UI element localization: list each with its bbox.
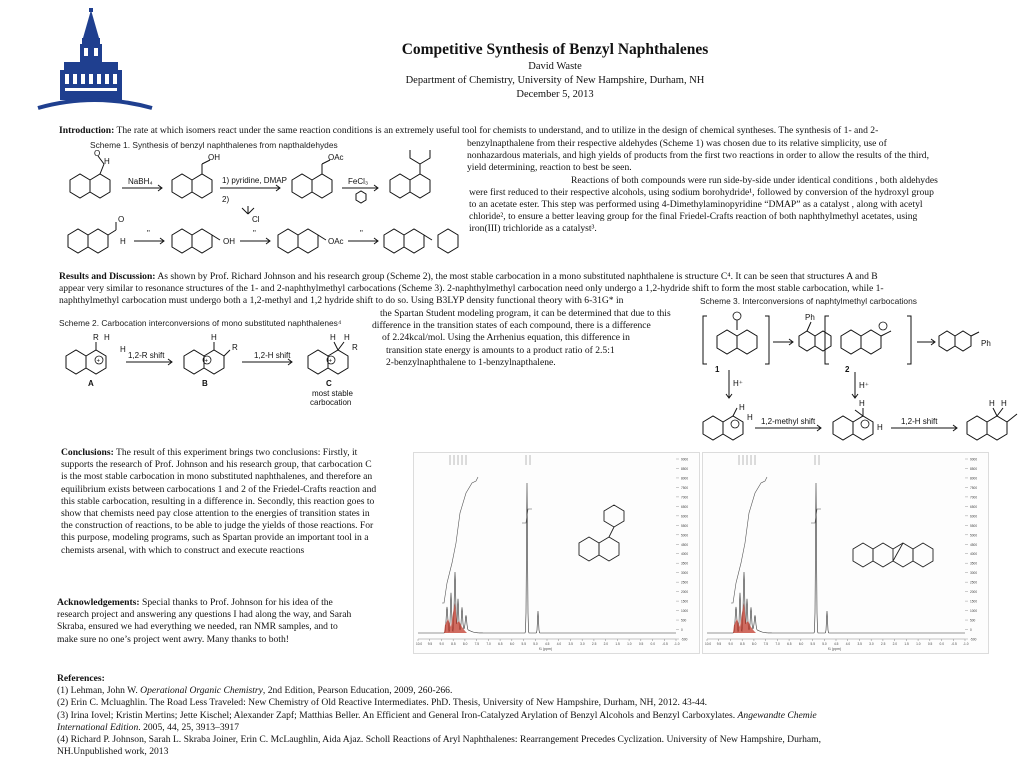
scheme2-carbocation: carbocation (310, 398, 352, 407)
reference-3-journal-cont: International Edition (57, 721, 139, 733)
nmr-trace (707, 483, 965, 633)
results-line: 2-benzylnaphthalene to 1-benzylnapthalene. (386, 356, 556, 368)
nmr-x-tick-label: 0.0 (650, 642, 655, 646)
introduction-text: The rate at which isomers react under the same reaction conditions is an extremely useful tool for chemists to understand, and to utilize in the design of chemical syntheses. The synthesis of 1- and 2- (116, 125, 879, 136)
nmr-x-tick-label: 1.0 (627, 642, 632, 646)
nmr-molecule-structure (853, 543, 933, 567)
scheme2-r-label-a: R (93, 333, 99, 342)
nmr-y-tick-label: 6500 (681, 504, 689, 509)
nmr-x-tick-label: 10.0 (705, 642, 712, 646)
nmr-y-tick-label: 1500 (681, 599, 689, 604)
scheme3-h-label-3b: H (1001, 399, 1007, 408)
nmr-y-tick-label: 3000 (970, 571, 978, 576)
nmr-x-tick-label: 0.0 (939, 642, 944, 646)
intro-line: to an acetate ester. This step was performed using 4-Dimethylaminopyridine “DMAP” as a catalyst , along with acetyl (469, 199, 923, 211)
reference-3 (57, 710, 997, 722)
results-line: the Spartan Student modeling program, it can be determined that due to this (380, 308, 671, 319)
nmr-y-tick-label: 6000 (681, 514, 689, 519)
nmr-y-tick-label: 1500 (970, 599, 978, 604)
nmr-integration-curve (442, 477, 478, 603)
nmr-x-tick-label: 4.5 (545, 642, 550, 646)
nmr-x-tick-label: 3.5 (568, 642, 573, 646)
nmr-x-tick-label: 6.0 (509, 642, 515, 646)
nmr-x-tick-label: 4.5 (834, 642, 839, 646)
scheme2-shift-1: 1,2-R shift (128, 351, 165, 360)
nmr-x-tick-label: 9.5 (427, 642, 433, 646)
nmr-x-tick-label: -1.0 (674, 642, 680, 646)
nmr-y-tick-label: 9000 (681, 457, 689, 462)
nmr-x-axis-label: f1 (ppm) (828, 647, 842, 651)
reference-4-cont: NH.Unpublished work, 2013 (57, 746, 169, 758)
scheme2-h-label-c2: H (344, 333, 350, 342)
conclusions-text: The result of this experiment brings two conclusions: Firstly, it (116, 447, 358, 458)
scheme1-caption: Scheme 1. Synthesis of benzyl naphthalenes from napthaldehydes (90, 140, 338, 150)
reference-3-details: . 2005, 44, 25, 3913–3917 (138, 721, 240, 733)
nmr-y-tick-label: 1000 (970, 609, 978, 614)
nmr-molecule-structure (579, 505, 624, 561)
nmr-y-tick-label: 2500 (970, 580, 978, 585)
reference-3-text: (3) Irina Iovel; Kristin Mertins; Jette Kischel; Alexander Zapf; Matthias Beller. An Efficient and General Iron-Catalyzed Arylation of Benzyl Alcohols and Benzyl Carboxylates. (57, 709, 738, 721)
nmr-x-tick-label: 5.5 (521, 642, 526, 646)
nmr-y-tick-label: 6500 (970, 504, 978, 509)
scheme1-reagent-fecl3: FeCl₃ (348, 177, 369, 186)
scheme2-r-label-b: R (232, 343, 238, 352)
nmr-y-tick-label: 500 (970, 618, 976, 623)
scheme2-label-c: C (326, 379, 332, 388)
nmr-y-tick-label: 4500 (970, 542, 978, 547)
nmr-x-tick-label: 6.0 (798, 642, 804, 646)
nmr-y-tick-label: 4000 (681, 552, 689, 557)
results-line: transition state energy is amounts to a product ratio of 2.5:1 (386, 344, 615, 356)
nmr-y-tick-label: 9000 (970, 457, 978, 462)
reference-1-details: , 2nd Edition, Pearson Education, 2009, 260-266. (262, 685, 453, 697)
nmr-y-tick-label: 8000 (681, 476, 689, 481)
nmr-x-tick-label: 8.0 (751, 642, 757, 646)
nmr-y-tick-label: 7000 (681, 495, 689, 500)
nmr-y-tick-label: 3500 (970, 561, 978, 566)
nmr-x-tick-label: 9.0 (439, 642, 444, 646)
ack-line: Skraba, ensured we had everything we needed, ran NMR samples, and to (57, 621, 338, 633)
scheme1-reagent-nabh4: NaBH₄ (128, 177, 153, 186)
scheme3-h-label-2b: H (877, 423, 883, 432)
conclusions-heading: Conclusions: (61, 447, 114, 458)
reference-2: (2) Erin C. Mcluaghlin. The Road Less Traveled: New Chemistry of Old Reactive Intermediates. PhD. Thesis, University of New Hampshire, Durham, NH, 2012. 43-44. (57, 697, 708, 709)
scheme3-h-label-1: H (739, 403, 745, 412)
scheme1-oh-label: OH (208, 153, 220, 162)
ack-line: make sure no one’s project went awry. Many thanks to both! (57, 633, 289, 645)
results-line: naphthylmethyl carbocation must undergo both a 1,2-methyl and 1,2 hydride shift to do so. Using B3LYP density functional theory with 6-31G* in (59, 295, 624, 307)
acknowledgements-section (57, 597, 397, 646)
scheme3-ph-label-1: Ph (805, 313, 815, 322)
scheme1-oac-label: OAc (328, 153, 344, 162)
conclusions-line: is the most stable carbocation in mono substituted naphthalenes, and therefore an (61, 471, 373, 483)
scheme1-quote: " (147, 229, 150, 238)
nmr-x-tick-label: 2.5 (880, 642, 886, 646)
scheme3-methyl-shift: 1,2-methyl shift (761, 417, 816, 426)
nmr-y-tick-label: 5000 (970, 533, 978, 538)
conclusions-line: equilibrium exists between carbocations 1 and 2 of the Friedel-Crafts reaction and (61, 483, 377, 495)
results-line: of 2.24kcal/mol. Using the Arrhenius equation, this difference in (382, 332, 630, 344)
ack-line (57, 597, 397, 609)
scheme2-shift-2: 1,2-H shift (254, 351, 291, 360)
results-line (59, 271, 999, 283)
nmr-x-tick-label: 7.5 (763, 642, 769, 646)
scheme3-hydride-shift: 1,2-H shift (901, 417, 938, 426)
nmr-x-tick-label: -1.0 (963, 642, 969, 646)
nmr-y-tick-label: 2000 (970, 590, 978, 595)
intro-line: yield determining, reaction to best be seen. (467, 162, 632, 174)
nmr-y-tick-label: 7500 (681, 485, 689, 490)
nmr-x-tick-label: 2.0 (892, 642, 898, 646)
author-name: David Waste (528, 61, 582, 72)
nmr-x-tick-label: 5.0 (533, 642, 538, 646)
scheme3-h-label-3: H (989, 399, 995, 408)
nmr-y-tick-label: 8000 (970, 476, 978, 481)
nmr-integration-curve (731, 477, 767, 603)
nmr-x-tick-label: -0.5 (662, 642, 668, 646)
conclusions-line (61, 447, 411, 459)
nmr-x-tick-label: 8.5 (740, 642, 745, 646)
nmr-y-tick-label: 5500 (681, 523, 689, 528)
scheme3-ph-label-2: Ph (981, 339, 991, 348)
reference-3-journal: Angewandte Chemie (737, 709, 817, 721)
nmr-x-tick-label: 3.5 (857, 642, 862, 646)
nmr-x-tick-label: 7.0 (486, 642, 491, 646)
scheme1-o-label: O (94, 150, 101, 158)
scheme2-figure (60, 330, 380, 410)
nmr-x-tick-label: 6.5 (498, 642, 503, 646)
intro-line: Reactions of both compounds were run side-by-side under identical conditions , both aldehydes (571, 174, 938, 186)
conclusions-line: chemists arsenal, with which to construct and execute reactions (61, 544, 305, 556)
references-section (57, 673, 997, 758)
nmr-y-tick-label: 5000 (681, 533, 689, 538)
scheme3-label-1: 1 (715, 365, 720, 374)
nmr-x-axis-label: f1 (ppm) (539, 647, 553, 651)
scheme1-oac-label-2: OAc (328, 237, 344, 246)
acknowledgements-heading: Acknowledgements: (57, 597, 140, 608)
nmr-x-tick-label: 7.5 (474, 642, 480, 646)
university-logo (36, 8, 154, 112)
reference-1-title: Operational Organic Chemistry (140, 685, 263, 697)
references-heading: References: (57, 673, 105, 684)
nmr-y-tick-label: 6000 (970, 514, 978, 519)
reference-1-authors: (1) Lehman, John W. (57, 685, 141, 697)
nmr-y-tick-label: 3000 (681, 571, 689, 576)
nmr-x-tick-label: 3.0 (580, 642, 585, 646)
nmr-x-tick-label: 2.0 (603, 642, 609, 646)
intro-line: were first reduced to their respective alcohols, using sodium borohydride¹, followed by conversion of the hydroxyl group (469, 186, 934, 198)
scheme2-plus-c: + (328, 358, 333, 365)
scheme2-caption: Scheme 2. Carbocation interconversions of mono substituted naphthalenes⁴ (59, 318, 342, 328)
scheme2-label-b: B (202, 379, 208, 388)
nmr-x-tick-label: 1.5 (904, 642, 909, 646)
results-narrow-column (372, 308, 700, 369)
poster-date: December 5, 2013 (516, 89, 594, 100)
scheme3-caption: Scheme 3. Interconversions of naphtylmethyl carbocations (700, 296, 917, 306)
scheme2-most-stable: most stable (312, 389, 353, 398)
conclusions-line: this stable carbocation, resulting in a difference in. Secondly, this reaction goes to (61, 495, 375, 507)
nmr-x-tick-label: 5.5 (810, 642, 815, 646)
nmr-y-tick-label: 5500 (970, 523, 978, 528)
intro-line: nonhazardous materials, and high yields of products from the first two reactions in order to allow the results of the third, (467, 150, 929, 162)
department: Department of Chemistry, University of New Hampshire, Durham, NH (405, 75, 705, 86)
nmr-x-tick-label: 1.5 (615, 642, 620, 646)
nmr-x-tick-label: 0.5 (927, 642, 933, 646)
nmr-y-tick-label: 4500 (681, 542, 689, 547)
reference-3-cont (57, 722, 997, 734)
nmr-x-tick-label: 1.0 (916, 642, 921, 646)
scheme1-h-label: H (104, 157, 110, 166)
nmr-y-tick-label: 0 (970, 628, 972, 633)
nmr-x-tick-label: 0.5 (638, 642, 644, 646)
nmr-y-tick-label: 2000 (681, 590, 689, 595)
reference-4: (4) Richard P. Johnson, Sarah L. Skraba Joiner, Erin C. McLaughlin, Aida Ajaz. Scholl Reactions of Aryl Naphthalenes: Rearrangement Precedes Cyclization. University of New Hampshire, Durham, (57, 734, 822, 746)
results-line: difference in the transition states of each compound, there is a difference (372, 320, 651, 332)
nmr-y-tick-label: -500 (970, 637, 977, 642)
scheme2-h-label-c: H (330, 333, 336, 342)
nmr-y-tick-label: 2500 (681, 580, 689, 585)
introduction-first-line (59, 125, 989, 137)
nmr-y-tick-label: 0 (681, 628, 683, 633)
scheme1-quote-3: " (360, 229, 363, 238)
scheme2-h-label-a: H (104, 333, 110, 342)
scheme3-hplus-2: H⁺ (859, 381, 869, 390)
nmr-x-tick-label: 8.0 (462, 642, 468, 646)
conclusions-line: supports the research of Prof. Johnson and his research group, that carbocation C (61, 459, 372, 471)
introduction-heading: Introduction: (59, 125, 115, 136)
nmr-x-tick-label: 4.0 (845, 642, 851, 646)
scheme1-o-label-2: O (118, 215, 125, 224)
poster-title: Competitive Synthesis of Benzyl Naphthalenes (401, 41, 709, 58)
nmr-y-tick-label: 3500 (681, 561, 689, 566)
nmr-x-tick-label: 9.5 (716, 642, 722, 646)
nmr-x-tick-label: 2.5 (591, 642, 597, 646)
nmr-y-tick-label: -500 (681, 637, 688, 642)
results-heading: Results and Discussion: (59, 271, 156, 282)
intro-line: iron(III) trichloride as a catalyst³. (469, 223, 597, 235)
nmr-y-tick-label: 500 (681, 618, 687, 623)
intro-line: benzylnapthalene from their respective aldehydes (Scheme 1) was chosen due to its relative simplicity, use of (467, 138, 887, 149)
conclusions-line: this purpose, modeling programs, such as Spartan provide an important tool in a (61, 532, 369, 544)
nmr-y-tick-label: 4000 (970, 552, 978, 557)
scheme2-h-label-a2: H (120, 345, 126, 354)
nmr-x-tick-label: -0.5 (951, 642, 957, 646)
results-text: As shown by Prof. Richard Johnson and his research group (Scheme 2), the most stable carbocation in a mono substituted naphthalene is structure C⁴. It can be seen that structures A and B (157, 271, 878, 282)
nmr-x-tick-label: 5.0 (822, 642, 827, 646)
scheme3-h-label-1b: H (747, 413, 753, 422)
nmr-y-tick-label: 7500 (970, 485, 978, 490)
nmr-trace (418, 483, 676, 633)
scheme2-plus-b: + (204, 358, 209, 365)
nmr-x-tick-label: 7.0 (775, 642, 780, 646)
scheme2-h-label-b: H (211, 333, 217, 342)
nmr-x-tick-label: 6.5 (787, 642, 792, 646)
scheme3-h-label-2: H (859, 399, 865, 408)
nmr-x-tick-label: 8.5 (451, 642, 456, 646)
nmr-y-tick-label: 7000 (970, 495, 978, 500)
scheme3-figure (695, 306, 1024, 446)
nmr-y-tick-label: 8500 (681, 466, 689, 471)
scheme1-figure (60, 150, 465, 265)
conclusions-section (61, 447, 411, 557)
scheme1-oh-label-2: OH (223, 237, 235, 246)
nmr-y-tick-label: 1000 (681, 609, 689, 614)
scheme2-plus-a: + (96, 358, 101, 365)
scheme3-hplus-1: H⁺ (733, 379, 743, 388)
nmr-x-tick-label: 3.0 (869, 642, 874, 646)
nmr-spectrum-1-benzylnaphthalene (413, 452, 700, 654)
scheme1-cl-label: Cl (252, 215, 260, 224)
ack-text: Special thanks to Prof. Johnson for his idea of the (142, 597, 333, 608)
introduction-right-column (467, 138, 992, 236)
intro-line: chloride², to ensure a better leaving group for the final Friedel-Crafts reaction of both naphthylmethyl acetates, using (469, 211, 918, 223)
scheme2-label-a: A (88, 379, 94, 388)
conclusions-line: the construction of reactions, to be able to judge the yields of those reactions. For (61, 520, 374, 532)
results-line: appear very similar to resonance structures of the 1- and 2-naphthylmethyl carbocations (Scheme 3). 2-naphthylmethyl carbocation need only undergo a 1,2-hydride shift to form the most stable carbocation, while 1- (59, 283, 884, 295)
scheme1-reagent-step2: 2) (222, 195, 230, 204)
nmr-spectrum-2-benzylnaphthalene (702, 452, 989, 654)
scheme1-reagent-pyridine: 1) pyridine, DMAP (222, 176, 287, 185)
conclusions-line: show that chemists need pay close attention to the energies of transition states in (61, 508, 370, 520)
nmr-y-tick-label: 8500 (970, 466, 978, 471)
nmr-x-tick-label: 4.0 (556, 642, 562, 646)
scheme1-h-label-2: H (120, 237, 126, 246)
ack-line: research project and answering any questions I had along the way, and Sarah (57, 609, 352, 621)
nmr-x-tick-label: 9.0 (728, 642, 733, 646)
scheme3-label-2: 2 (845, 365, 850, 374)
reference-1 (57, 685, 997, 697)
scheme2-r-label-c: R (352, 343, 358, 352)
nmr-x-tick-label: 10.0 (416, 642, 423, 646)
scheme1-quote-2: " (253, 229, 256, 238)
